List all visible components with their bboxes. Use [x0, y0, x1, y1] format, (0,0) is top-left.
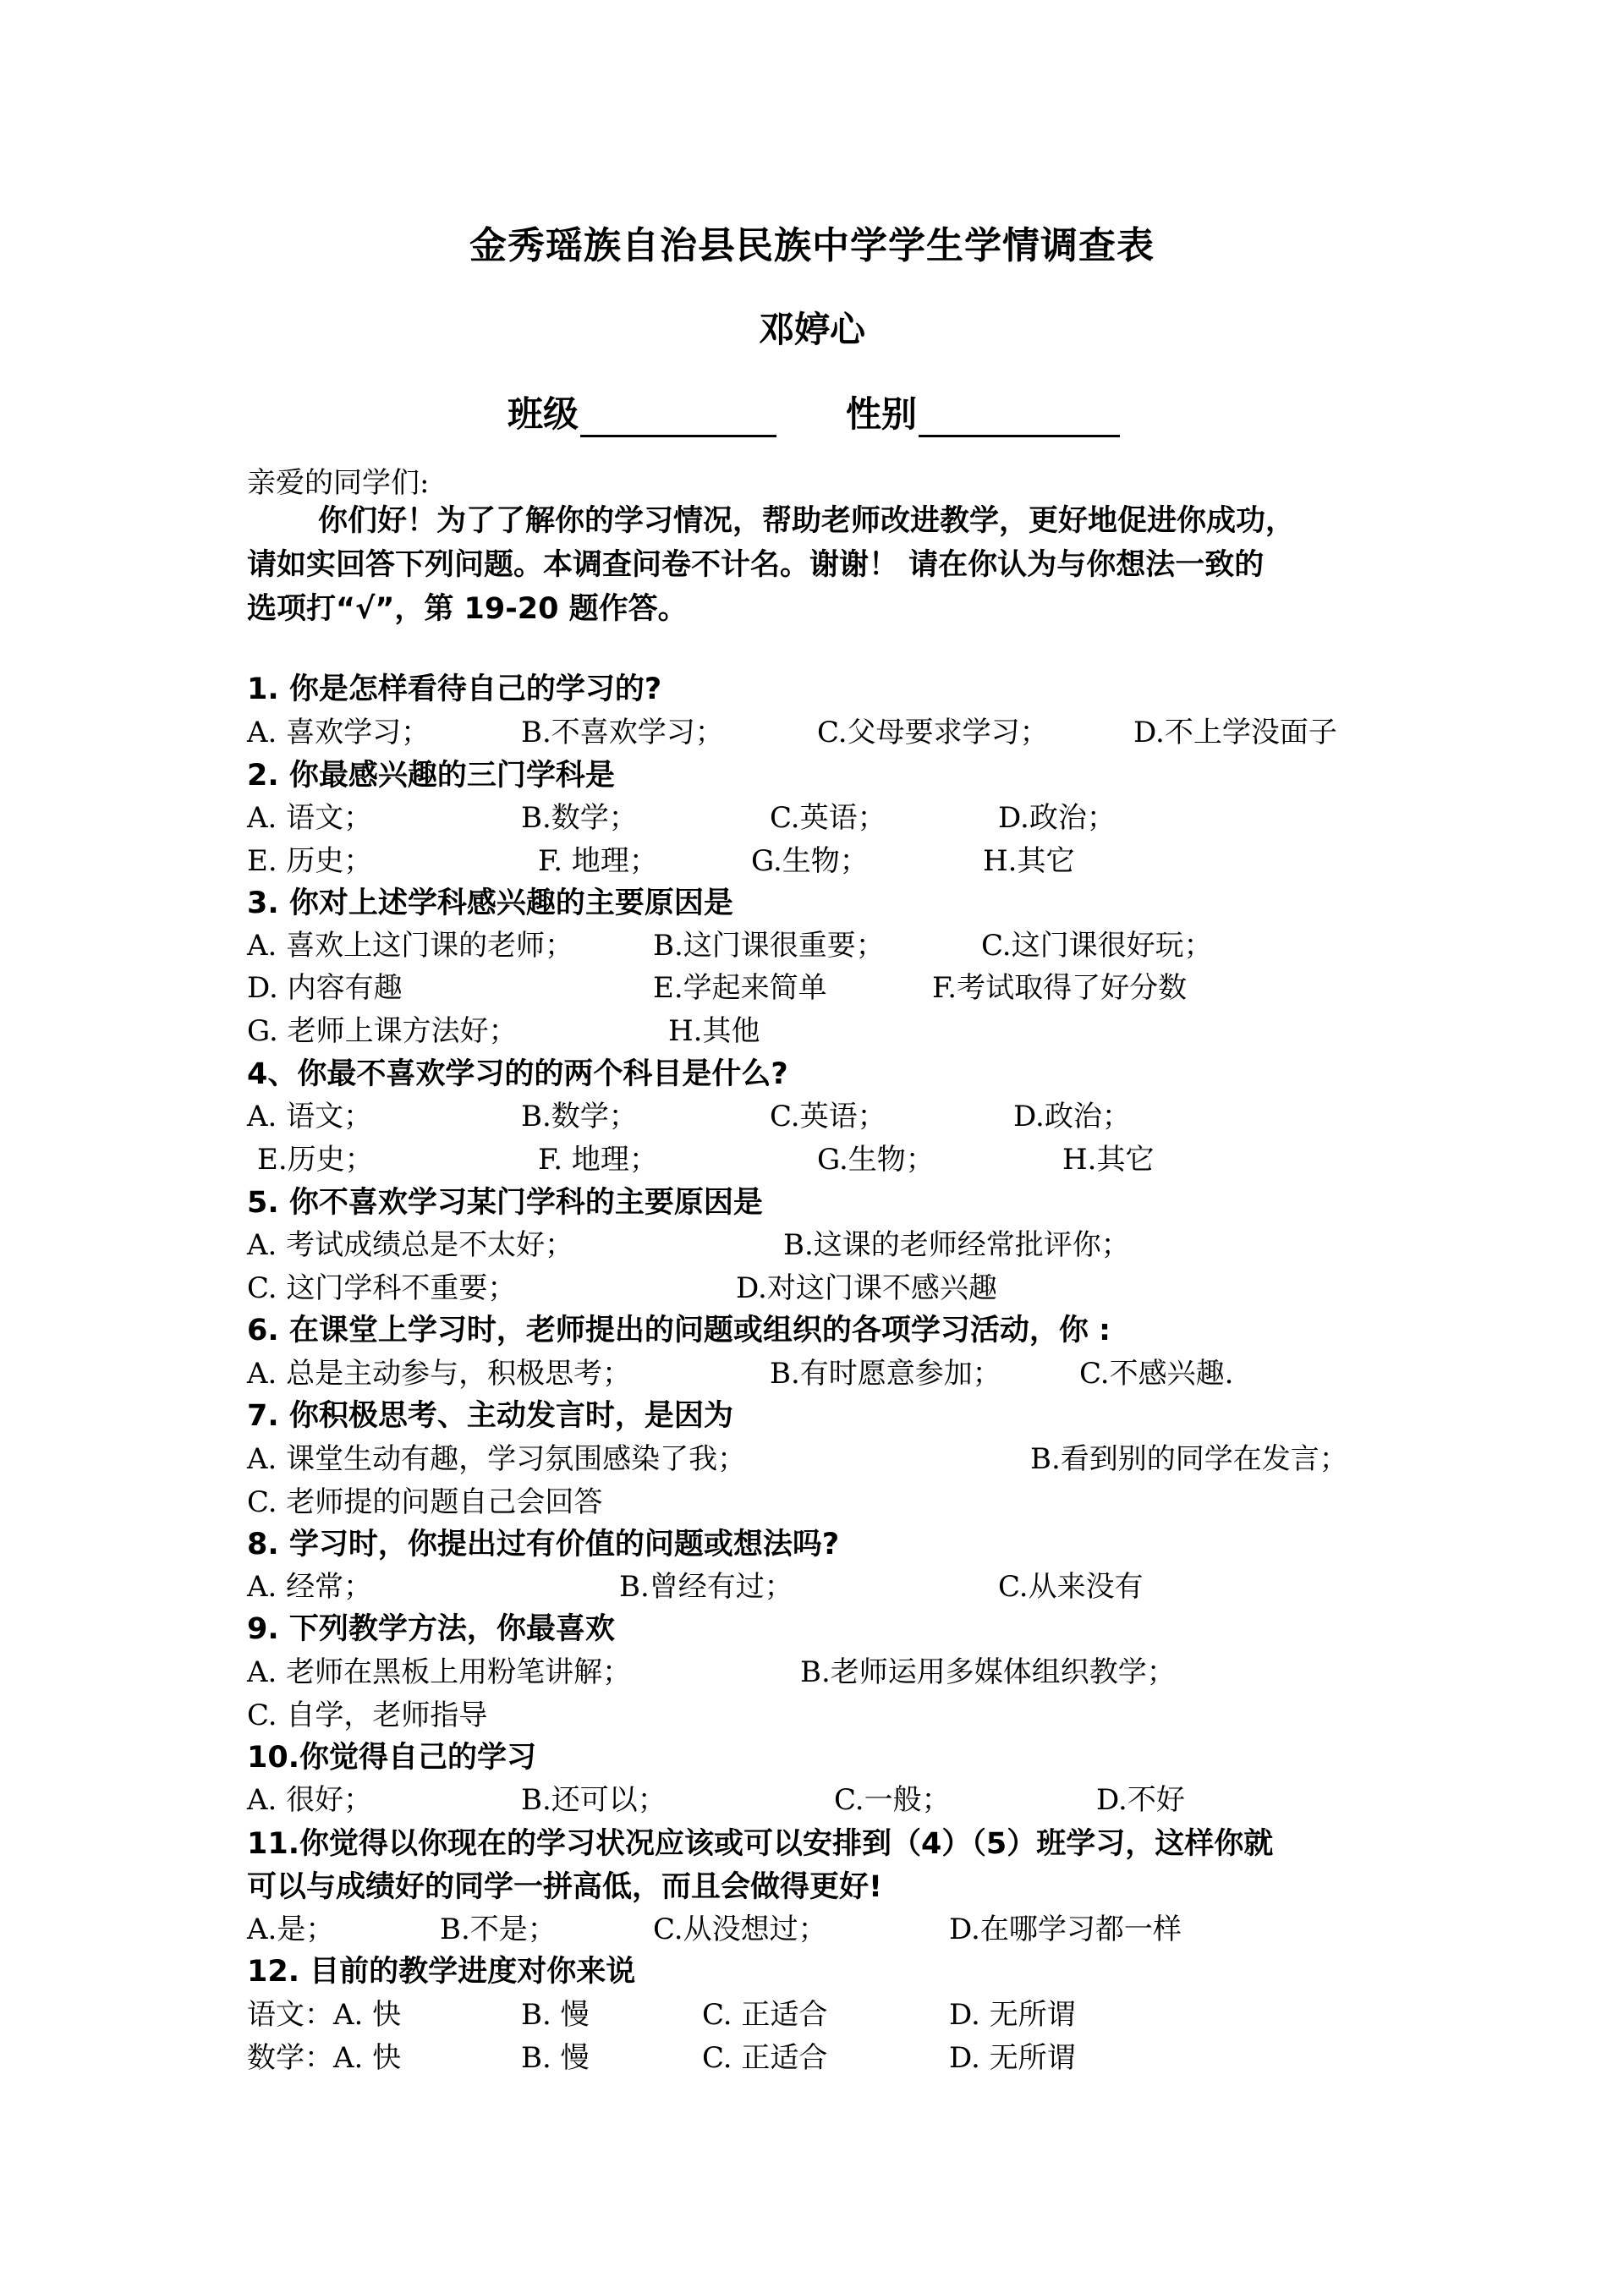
- option[interactable]: A. 很好；: [247, 1783, 373, 1817]
- option[interactable]: D.不上学没面子: [1133, 716, 1337, 749]
- option[interactable]: A. 老师在黑板上用粉笔讲解；: [247, 1655, 632, 1689]
- question-12: 12. 目前的教学进度对你来说: [247, 1955, 636, 1989]
- option[interactable]: 语文：A. 快: [247, 1998, 402, 2032]
- option[interactable]: B.这课的老师经常批评你；: [783, 1228, 1130, 1262]
- option[interactable]: H.其它: [983, 844, 1075, 878]
- option[interactable]: D.在哪学习都一样: [949, 1913, 1182, 1946]
- option[interactable]: D.不好: [1096, 1783, 1185, 1817]
- greeting: 亲爱的同学们:: [247, 466, 430, 500]
- option[interactable]: B. 慢: [521, 1998, 590, 2032]
- option[interactable]: C. 这门学科不重要；: [247, 1271, 517, 1305]
- option[interactable]: E.历史；: [257, 1143, 374, 1177]
- option[interactable]: A.是；: [247, 1913, 335, 1946]
- gender-field[interactable]: [846, 387, 1120, 437]
- option[interactable]: B. 慢: [521, 2041, 590, 2075]
- option[interactable]: B.有时愿意参加；: [770, 1357, 1001, 1391]
- class-field[interactable]: [508, 387, 776, 437]
- option[interactable]: A. 总是主动参与，积极思考；: [247, 1357, 632, 1391]
- option[interactable]: C.父母要求学习；: [817, 716, 1049, 749]
- option[interactable]: B.不是；: [440, 1913, 557, 1946]
- question-1: 1. 你是怎样看待自己的学习的?: [247, 672, 662, 706]
- option[interactable]: B.老师运用多媒体组织教学；: [800, 1655, 1176, 1689]
- option[interactable]: B.这门课很重要；: [653, 929, 885, 963]
- question-10: 10.你觉得自己的学习: [247, 1741, 537, 1775]
- option[interactable]: C.不感兴趣.: [1079, 1357, 1234, 1391]
- question-5: 5. 你不喜欢学习某门学科的主要原因是: [247, 1186, 763, 1220]
- option[interactable]: D.政治；: [1013, 1100, 1131, 1133]
- option[interactable]: F. 地理；: [538, 844, 658, 878]
- option[interactable]: A. 语文；: [247, 1100, 373, 1133]
- option[interactable]: H.其他: [668, 1014, 760, 1048]
- option[interactable]: C.英语；: [770, 1100, 886, 1133]
- option[interactable]: A. 喜欢学习；: [247, 716, 431, 749]
- question-4: 4、你最不喜欢学习的的两个科目是什么?: [247, 1057, 788, 1091]
- option[interactable]: C. 正适合: [702, 2041, 828, 2075]
- option[interactable]: F.考试取得了好分数: [932, 971, 1188, 1005]
- option[interactable]: C. 正适合: [702, 1998, 828, 2032]
- option[interactable]: C.从没想过；: [653, 1913, 827, 1946]
- option[interactable]: C.一般；: [834, 1783, 951, 1817]
- option[interactable]: D. 内容有趣: [247, 971, 403, 1005]
- question-9: 9. 下列教学方法，你最喜欢: [247, 1612, 615, 1646]
- option[interactable]: D. 无所谓: [949, 2041, 1076, 2075]
- gender-label: 性别: [846, 393, 918, 435]
- option[interactable]: D.政治；: [998, 801, 1116, 835]
- option[interactable]: G. 老师上课方法好；: [247, 1014, 518, 1048]
- option[interactable]: B.还可以；: [521, 1783, 667, 1817]
- class-label: 班级: [508, 393, 579, 435]
- option[interactable]: C.英语；: [770, 801, 886, 835]
- question-8: 8. 学习时，你提出过有价值的问题或想法吗?: [247, 1528, 840, 1561]
- option[interactable]: A. 课堂生动有趣，学习氛围感染了我；: [247, 1442, 747, 1476]
- option[interactable]: B.不喜欢学习；: [521, 716, 724, 749]
- option[interactable]: 数学：A. 快: [247, 2041, 402, 2075]
- question-11: 11.你觉得以你现在的学习状况应该或可以安排到（4）（5）班学习，这样你就: [247, 1827, 1274, 1861]
- question-2: 2. 你最感兴趣的三门学科是: [247, 759, 615, 793]
- option[interactable]: E.学起来简单: [653, 971, 827, 1005]
- question-7: 7. 你积极思考、主动发言时，是因为: [247, 1399, 733, 1433]
- option[interactable]: C.从来没有: [998, 1570, 1144, 1604]
- author-name: 邓婷心: [758, 309, 865, 350]
- option[interactable]: E. 历史；: [247, 844, 373, 878]
- option[interactable]: A. 喜欢上这门课的老师；: [247, 929, 574, 963]
- option[interactable]: B.曾经有过；: [619, 1570, 793, 1604]
- intro-line: 选项打“√”，第 19-20 题作答。: [247, 592, 688, 626]
- option[interactable]: D.对这门课不感兴趣: [736, 1271, 997, 1305]
- option[interactable]: B.看到别的同学在发言；: [1030, 1442, 1348, 1476]
- option[interactable]: C.这门课很好玩；: [981, 929, 1213, 963]
- intro-paragraph: [247, 499, 1397, 631]
- gender-blank[interactable]: [919, 398, 1120, 437]
- option[interactable]: A. 经常；: [247, 1570, 373, 1604]
- question-3: 3. 你对上述学科感兴趣的主要原因是: [247, 886, 733, 920]
- question-6: 6. 在课堂上学习时，老师提出的问题或组织的各项学习活动，你 :: [247, 1314, 1111, 1347]
- question-11-continued: 可以与成绩好的同学一拼高低，而且会做得更好!: [247, 1870, 882, 1904]
- option[interactable]: G.生物；: [817, 1143, 935, 1177]
- option[interactable]: C. 老师提的问题自己会回答: [247, 1485, 603, 1519]
- option[interactable]: G.生物；: [751, 844, 869, 878]
- intro-line: 你们好！为了了解你的学习情况，帮助老师改进教学，更好地促进你成功，: [318, 504, 1296, 538]
- intro-line: 请如实回答下列问题。本调查问卷不计名。谢谢！ 请在你认为与你想法一致的: [247, 548, 1265, 582]
- option[interactable]: A. 考试成绩总是不太好；: [247, 1228, 574, 1262]
- option[interactable]: A. 语文；: [247, 801, 373, 835]
- option[interactable]: B.数学；: [521, 801, 638, 835]
- option[interactable]: H.其它: [1062, 1143, 1155, 1177]
- option[interactable]: D. 无所谓: [949, 1998, 1076, 2032]
- class-blank[interactable]: [580, 398, 776, 437]
- info-row: [508, 387, 1150, 437]
- document-title: 金秀瑶族自治县民族中学学生学情调查表: [469, 224, 1155, 267]
- option[interactable]: B.数学；: [521, 1100, 638, 1133]
- option[interactable]: C. 自学，老师指导: [247, 1699, 488, 1732]
- option[interactable]: F. 地理；: [538, 1143, 658, 1177]
